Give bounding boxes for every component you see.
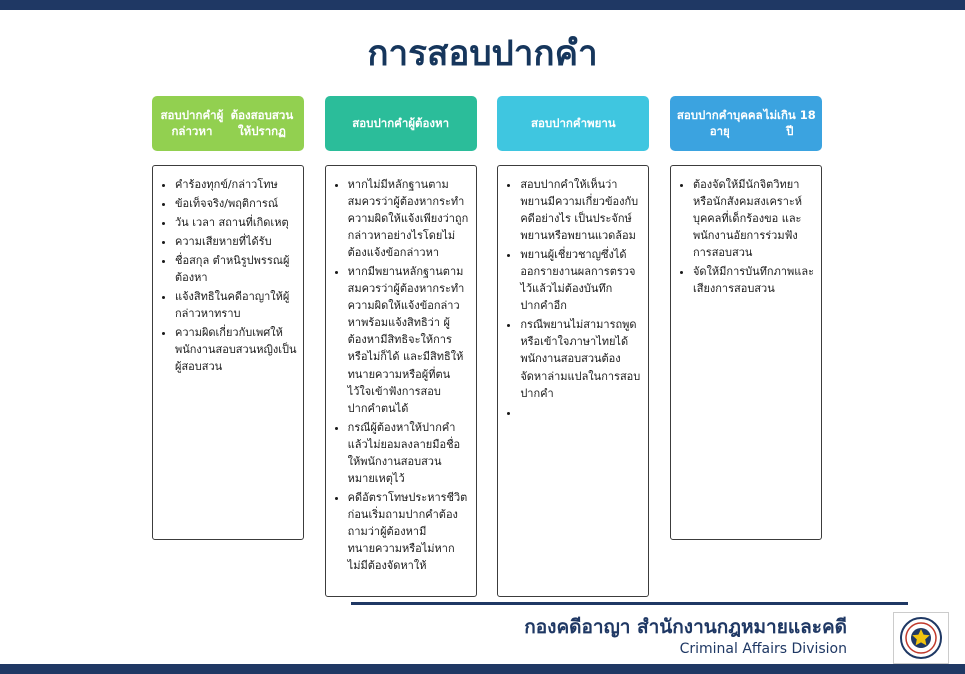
page-title: การสอบปากคำ (367, 34, 598, 74)
column-header-line: ต้องสอบสวนให้ปรากฏ (230, 107, 294, 138)
list-item (520, 404, 642, 421)
column-header-line: สอบปากคำผู้กล่าวหา (160, 107, 224, 138)
list-item: • ต้องจัดให้มีนักจิตวิทยาหรือนักสังคมสงเคราะห์ บุคคลที่เด็กร้องขอ และพนักงานอัยการร่วมฟังการสอบสวน (693, 176, 815, 261)
list-item: • คดีอัตราโทษประหารชีวิตก่อนเริ่มถามปากคำต้องถามว่าผู้ต้องหามีทนายความหรือไม่หากไม่มีต้องจัดหาให้ (348, 489, 470, 574)
list-item: • พยานผู้เชี่ยวชาญซึ่งได้ออกรายงานผลการตรวจไว้แล้วไม่ต้องบันทึกปากคำอีก (520, 246, 642, 314)
column-suspect (325, 96, 477, 597)
column-header-suspect (325, 96, 477, 151)
list-item: • กรณีพยานไม่สามารถพูดหรือเข้าใจภาษาไทยได้พนักงานสอบสวนต้องจัดหาล่ามแปลในการสอบปากคำ (520, 316, 642, 401)
list-minor (675, 176, 815, 297)
list-item: • ข้อเท็จจริง/พฤติการณ์ (175, 195, 297, 212)
list-item: • แจ้งสิทธิในคดีอาญาให้ผู้กล่าวหาทราบ (175, 288, 297, 322)
footer-credit (287, 615, 847, 659)
column-header-accuser (152, 96, 304, 151)
column-body-suspect (325, 165, 477, 597)
police-emblem-logo (893, 612, 949, 664)
list-item: • สอบปากคำให้เห็นว่า พยานมีความเกี่ยวข้องกับคดีอย่างไร เป็นประจักษ์พยานหรือพยานแวดล้อม (520, 176, 642, 244)
column-body-minor (670, 165, 822, 540)
list-item: • ชื่อสกุล ตำหนิรูปพรรณผู้ต้องหา (175, 252, 297, 286)
column-header-line: สอบปากคำผู้ต้องหา (352, 115, 450, 130)
column-header-line: ไม่เกิน 18 ปี (763, 107, 816, 138)
list-witness (502, 176, 642, 421)
list-item: • หากมีพยานหลักฐานตามสมควรว่าผู้ต้องหากระทำความผิดให้แจ้งข้อกล่าวหาพร้อมแจ้งสิทธิว่า ผู้ต้องหามีสิทธิจะให้การหรือไม่ก็ได้ และมีสิทธิให้ทนายความหรือผู้ที่ตนไว้ใจเข้าฟังการสอบปากคำตนได้ (348, 263, 470, 416)
list-item: • คำร้องทุกข์/กล่าวโทษ (175, 176, 297, 193)
list-item: • จัดให้มีการบันทึกภาพและเสียงการสอบสวน (693, 263, 815, 297)
column-witness (497, 96, 649, 597)
list-suspect (330, 176, 470, 574)
list-item: • หากไม่มีหลักฐานตามสมควรว่าผู้ต้องหากระทำความผิดให้แจ้งเพียงว่าถูกกล่าวหาอย่างไรโดยไม่ต้องแจ้งข้อกล่าวหา (348, 176, 470, 261)
columns-container (152, 96, 822, 597)
footer-org-thai: กองคดีอาญา สำนักงานกฎหมายและคดี (524, 616, 847, 638)
list-item: • ความผิดเกี่ยวกับเพศให้พนักงานสอบสวนหญิงเป็นผู้สอบสวน (175, 324, 297, 375)
column-header-minor (670, 96, 822, 151)
footer-org-english: Criminal Affairs Division (679, 640, 847, 657)
column-body-witness (497, 165, 649, 597)
bottom-accent-bar (0, 664, 965, 674)
list-accuser (157, 176, 297, 376)
list-item: • กรณีผู้ต้องหาให้ปากคำแล้วไม่ยอมลงลายมือชื่อให้พนักงานสอบสวนหมายเหตุไว้ (348, 419, 470, 487)
column-header-witness (497, 96, 649, 151)
footer-divider (351, 602, 908, 605)
column-body-accuser (152, 165, 304, 540)
list-item: • วัน เวลา สถานที่เกิดเหตุ (175, 214, 297, 231)
column-minor (670, 96, 822, 597)
column-accuser (152, 96, 304, 597)
column-header-line: สอบปากคำพยาน (530, 115, 616, 130)
top-accent-bar (0, 0, 965, 10)
list-item: • ความเสียหายที่ได้รับ (175, 233, 297, 250)
column-header-line: สอบปากคำบุคคลอายุ (676, 107, 763, 138)
